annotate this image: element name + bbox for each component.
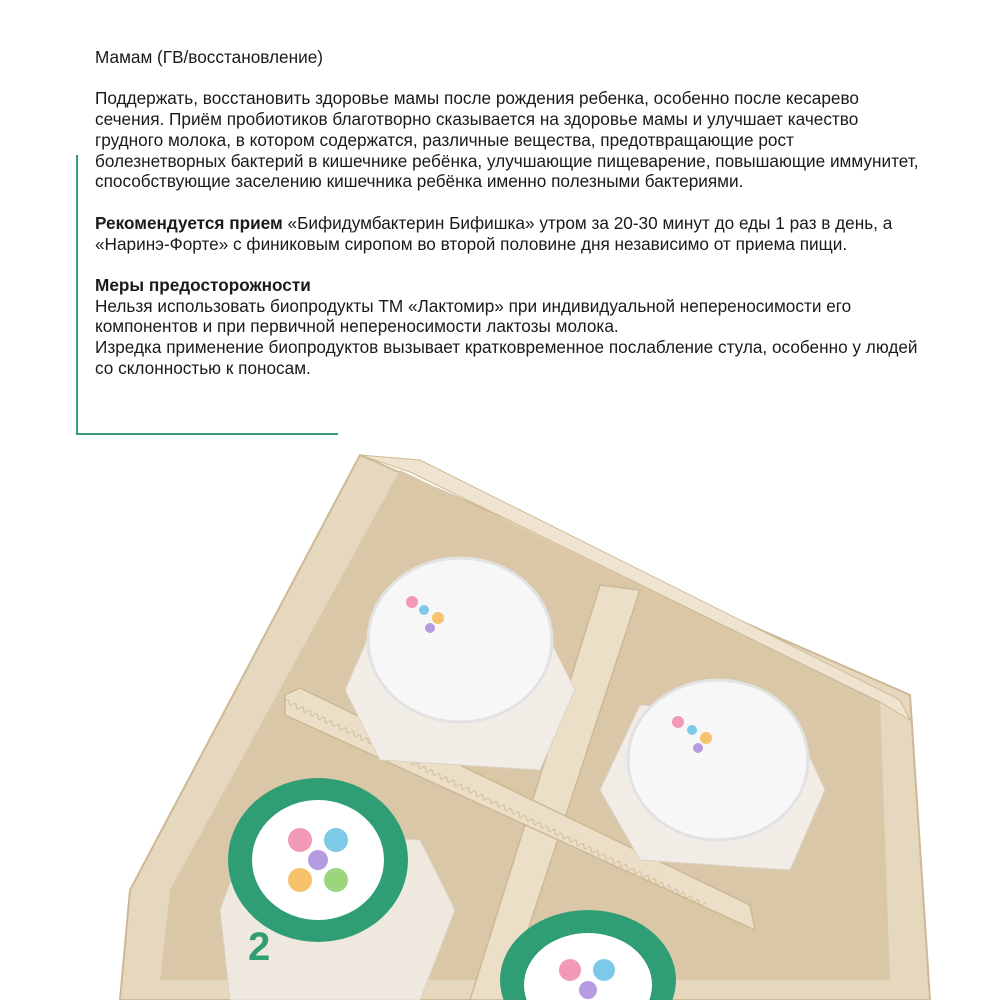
article-text bbox=[95, 47, 925, 399]
precautions-line-2: Изредка применение биопродуктов вызывает кратковременное послабление стула, особенно у людей со склонностью к поносам. bbox=[95, 337, 918, 379]
recommendation-text: «Бифидумбактерин Бифишка» утром за 20-30 минут до еды 1 раз в день, а «Наринэ-Форте» с финиковым сиропом во второй половине дня независимо от приема пищи. bbox=[95, 212, 893, 254]
recommendation-paragraph bbox=[95, 213, 925, 255]
recommendation-label: Рекомендуется прием bbox=[95, 212, 283, 233]
precautions-paragraph bbox=[95, 275, 925, 379]
page-title: Мамам (ГВ/восстановление) bbox=[95, 47, 323, 67]
precautions-label: Меры предосторожности bbox=[95, 274, 311, 295]
product-photo bbox=[0, 440, 1000, 1000]
accent-line-vertical bbox=[76, 155, 78, 435]
precautions-line-1: Нельзя использовать биопродукты ТМ «Лактомир» при индивидуальной непереносимости его компонентов и при первичной непереносимости лактозы молока. bbox=[95, 295, 852, 337]
dosage-number: 2 bbox=[248, 925, 271, 969]
intro-paragraph: Поддержать, восстановить здоровье мамы после рождения ребенка, особенно после кесарево сечения. Приём пробиотиков благотворно сказывается на здоровье мамы и улучшает качество грудного молока, в котором содержатся, различные вещества, предотвращающие рост болезнетворных бактерий в кишечнике ребёнка, улучшающие пищеварение, повышающие иммунитет, способствующие заселению кишечника ребёнка именно полезными бактериями. bbox=[95, 88, 919, 192]
accent-line-horizontal bbox=[76, 433, 338, 435]
